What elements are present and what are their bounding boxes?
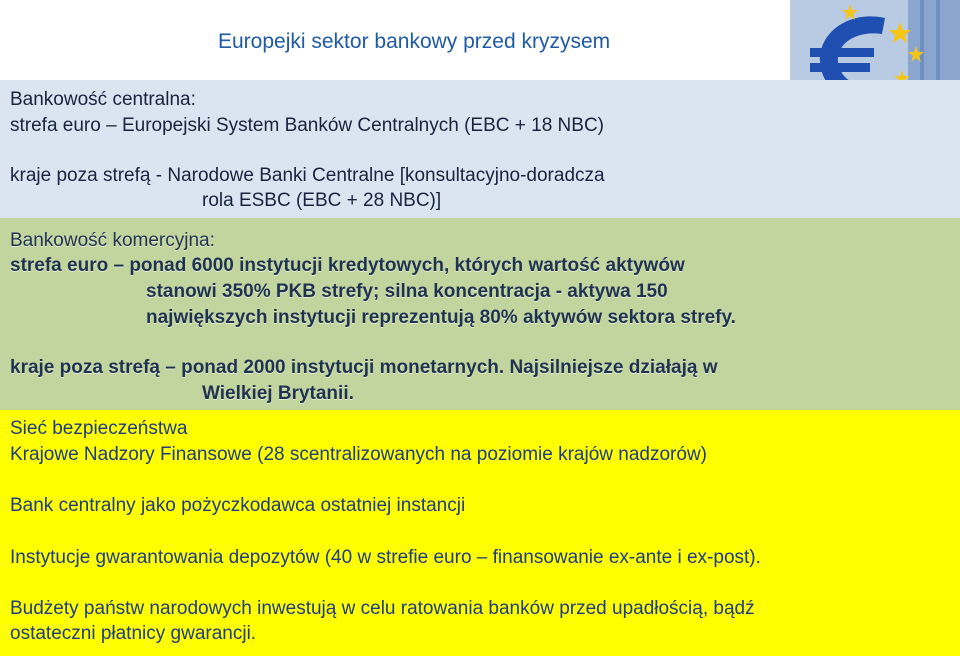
safety-line-4: Budżety państw narodowych inwestują w celu ratowania banków przed upadłością, bądź (10, 598, 755, 619)
commercial-heading: Bankowość komercyjna: (10, 230, 215, 251)
central-heading: Bankowość centralna: (10, 89, 196, 110)
safety-heading: Sieć bezpieczeństwa (10, 418, 188, 439)
safety-line-3: Instytucje gwarantowania depozytów (40 w strefie euro – finansowanie ex-ante i ex-post). (10, 547, 761, 568)
slide-title: Europejki sektor bankowy przed kryzysem (218, 30, 611, 53)
central-outside-line-2: rola ESBC (EBC + 28 NBC)] (202, 190, 442, 211)
commercial-line-1: strefa euro – ponad 6000 instytucji kredytowych, których wartość aktywów (10, 255, 685, 276)
central-outside-line-1: kraje poza strefą - Narodowe Banki Centralne [konsultacyjno-doradcza (10, 165, 605, 186)
commercial-line-4: kraje poza strefą – ponad 2000 instytucji monetarnych. Najsilniejsze działają w (10, 357, 718, 378)
commercial-line-2: stanowi 350% PKB strefy; silna koncentracja - aktywa 150 (146, 281, 668, 302)
commercial-line-5: Wielkiej Brytanii. (202, 383, 354, 404)
safety-line-5: ostateczni płatnicy gwarancji. (10, 623, 257, 644)
commercial-line-3: największych instytucji reprezentują 80% aktywów sektora strefy. (146, 307, 736, 328)
central-euro-line: strefa euro – Europejski System Banków Centralnych (EBC + 18 NBC) (10, 115, 605, 136)
safety-line-1: Krajowe Nadzory Finansowe (28 scentralizowanych na poziomie krajów nadzorów) (10, 444, 707, 465)
safety-line-2: Bank centralny jako pożyczkodawca ostatniej instancji (10, 495, 466, 516)
